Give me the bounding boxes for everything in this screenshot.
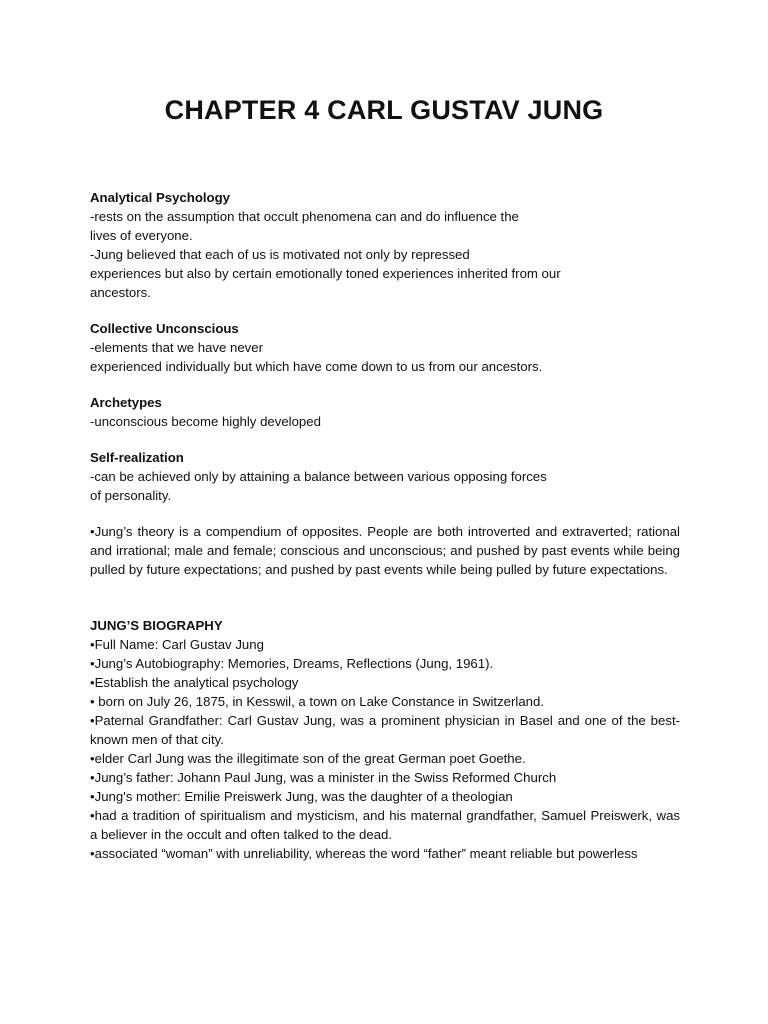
biography-item: •Jung’s Autobiography: Memories, Dreams, Reflections (Jung, 1961). (90, 656, 494, 671)
biography-section (90, 616, 680, 863)
biography-heading: JUNG’S BIOGRAPHY (90, 618, 223, 633)
biography-item: •Paternal Grandfather: Carl Gustav Jung, was a prominent physician in Basel and one of the best-known men of that city. (90, 713, 680, 747)
section-line: -elements that we have never (90, 340, 263, 355)
section-line: experiences but also by certain emotionally toned experiences inherited from our (90, 266, 561, 281)
section-self-realization (90, 448, 680, 505)
section-heading: Self-realization (90, 450, 184, 465)
biography-item: •Jung’s father: Johann Paul Jung, was a minister in the Swiss Reformed Church (90, 770, 557, 785)
section-line: lives of everyone. (90, 228, 193, 243)
theory-paragraph: •Jung’s theory is a compendium of opposites. People are both introverted and extraverted; rational and irrational; male and female; conscious and unconscious; and pushed by past events while being pulled by future expectations; and pushed by past events while being pulled by future expectations. (90, 524, 680, 577)
biography-item: •associated “woman” with unreliability, whereas the word “father” meant reliable but powerless (90, 846, 638, 861)
biography-item: • born on July 26, 1875, in Kesswil, a town on Lake Constance in Switzerland. (90, 694, 544, 709)
biography-item: •Establish the analytical psychology (90, 675, 299, 690)
section-line: ancestors. (90, 285, 151, 300)
section-line: -can be achieved only by attaining a balance between various opposing forces (90, 469, 547, 484)
section-line: -Jung believed that each of us is motivated not only by repressed (90, 247, 470, 262)
biography-item: •Full Name: Carl Gustav Jung (90, 637, 264, 652)
section-line: -rests on the assumption that occult phenomena can and do influence the (90, 209, 519, 224)
section-heading: Analytical Psychology (90, 190, 230, 205)
section-archetypes (90, 393, 680, 431)
biography-item: •Jung's mother: Emilie Preiswerk Jung, was the daughter of a theologian (90, 789, 513, 804)
document-body (90, 188, 680, 863)
biography-item: •had a tradition of spiritualism and mysticism, and his maternal grandfather, Samuel Preiswerk, was a believer in the occult and often talked to the dead. (90, 808, 680, 842)
biography-item: •elder Carl Jung was the illegitimate son of the great German poet Goethe. (90, 751, 526, 766)
chapter-title: CHAPTER 4 CARL GUSTAV JUNG (164, 95, 604, 125)
section-heading: Archetypes (90, 395, 162, 410)
section-line: experienced individually but which have come down to us from our ancestors. (90, 359, 543, 374)
section-line: of personality. (90, 488, 172, 503)
section-line: -unconscious become highly developed (90, 414, 321, 429)
section-analytical-psychology (90, 188, 680, 302)
section-collective-unconscious (90, 319, 680, 376)
section-heading: Collective Unconscious (90, 321, 239, 336)
theory-section (90, 522, 680, 579)
